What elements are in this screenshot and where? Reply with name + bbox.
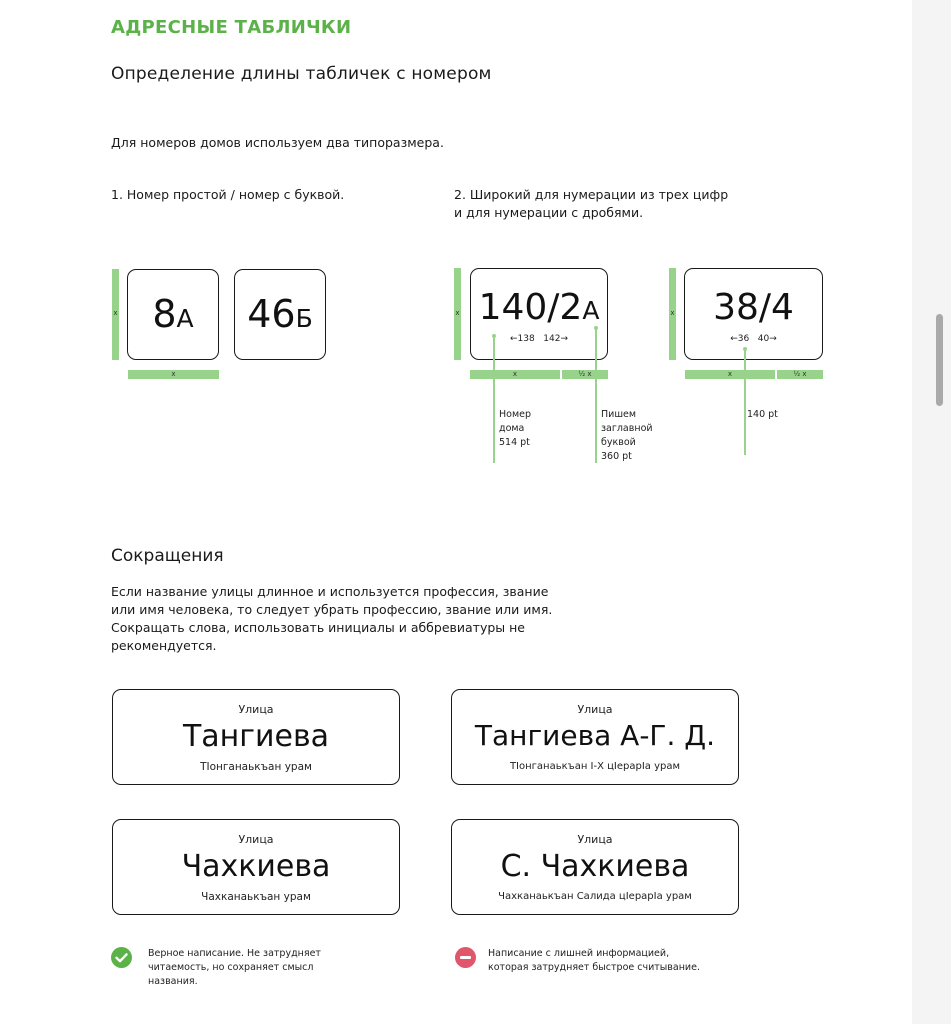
size2-caption-line2: и для нумерации с дробями. bbox=[454, 205, 644, 220]
page-subtitle: Определение длины табличек с номером bbox=[111, 64, 492, 84]
street-sign-wrong-1 bbox=[451, 689, 739, 785]
street-sign-correct-2 bbox=[112, 819, 400, 915]
abbrev-text: Если название улицы длинное и используется профессия, звание или имя человека, то следует убрать профессию, звание или имя. Сокращать слова, использовать инициалы и аббревиатуры не рекомендуется. bbox=[111, 584, 553, 653]
height-guide-label: x bbox=[113, 309, 118, 317]
sign-street-label: Улица bbox=[577, 833, 613, 846]
abbrev-title: Сокращения bbox=[111, 546, 224, 566]
sign-street-label: Улица bbox=[577, 703, 613, 716]
house-plate-140-2a bbox=[470, 268, 608, 360]
sign-street-label: Улица bbox=[238, 833, 274, 846]
size2-caption-line1: 2. Широкий для нумерации из трех цифр bbox=[454, 187, 729, 202]
plate-letter: А bbox=[582, 296, 600, 325]
width-guide-label: x bbox=[171, 370, 176, 378]
plate-number: 140/2 bbox=[478, 287, 583, 328]
sign-street-name-local: ТӀонганаькъан Ӏ-Х цӀерарӀа урам bbox=[509, 761, 681, 772]
sign-street-name: Тангиева А-Г. Д. bbox=[474, 719, 716, 752]
dimension-right: 142→ bbox=[543, 334, 569, 344]
plate-letter: А bbox=[176, 304, 194, 333]
height-guide-label: x bbox=[455, 309, 460, 317]
dimension-left: ←36 bbox=[730, 334, 750, 344]
house-number-annotation: Номер дома 514 pt bbox=[499, 409, 531, 448]
sign-street-name: С. Чахкиева bbox=[500, 849, 690, 884]
width-guide-label: x bbox=[727, 370, 733, 378]
plate-number: 8 bbox=[152, 292, 177, 336]
no-entry-icon bbox=[455, 947, 476, 968]
size1-caption: 1. Номер простой / номер с буквой. bbox=[111, 187, 345, 202]
fraction-annotation: 140 pt bbox=[747, 409, 778, 420]
street-sign-correct-1 bbox=[112, 689, 400, 785]
capital-letter-annotation: Пишем заглавной буквой 360 pt bbox=[601, 409, 653, 462]
house-plate-38-4 bbox=[684, 268, 823, 360]
plate-number: 38/4 bbox=[713, 287, 794, 328]
house-plate-8a bbox=[127, 269, 219, 360]
width-guide-label: x bbox=[512, 370, 518, 378]
sign-street-label: Улица bbox=[238, 703, 274, 716]
sign-street-name-local: Чахканаькъан Салида цӀерарӀа урам bbox=[498, 891, 692, 902]
page-edge bbox=[912, 0, 951, 1024]
street-sign-wrong-2 bbox=[451, 819, 739, 915]
half-width-guide-label: ½ x bbox=[578, 370, 592, 378]
fraction-guide-line bbox=[744, 349, 746, 455]
plate-number: 46 bbox=[247, 292, 296, 336]
sign-street-name: Чахкиева bbox=[181, 849, 331, 884]
correct-note: Верное написание. Не затрудняет читаемость, но сохраняет смысл названия. bbox=[148, 948, 321, 987]
letter-guide-line bbox=[595, 328, 597, 463]
section-title: АДРЕСНЫЕ ТАБЛИЧКИ bbox=[111, 17, 352, 38]
intro-text: Для номеров домов используем два типоразмера. bbox=[111, 135, 444, 150]
height-guide-label: x bbox=[670, 309, 675, 317]
sign-street-name: Тангиева bbox=[182, 719, 330, 754]
half-width-guide-label: ½ x bbox=[793, 370, 807, 378]
house-plate-46b bbox=[234, 269, 326, 360]
plate-letter: Б bbox=[295, 304, 313, 333]
dimension-left: ←138 bbox=[509, 334, 535, 344]
scrollbar-thumb[interactable] bbox=[936, 314, 943, 406]
sign-street-name-local: ТӀонганаькъан урам bbox=[200, 761, 312, 773]
check-circle-icon bbox=[111, 947, 132, 968]
wrong-note: Написание с лишней информацией, которая затрудняет быстрое считывание. bbox=[488, 948, 700, 973]
sign-street-name-local: Чахканаькъан урам bbox=[201, 891, 311, 903]
dimension-right: 40→ bbox=[757, 334, 777, 344]
house-number-guide-line bbox=[493, 336, 495, 463]
